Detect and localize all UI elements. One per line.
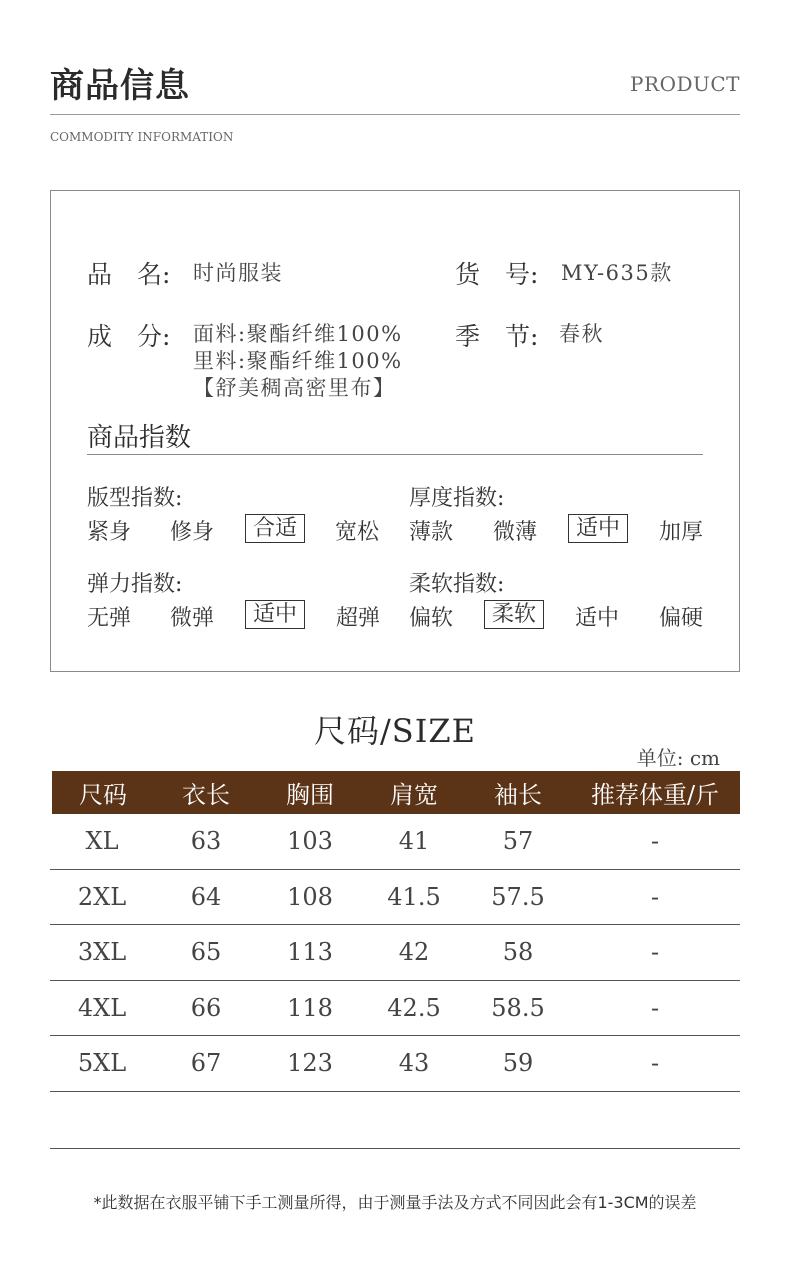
- table-header-cell: 袖长: [494, 781, 542, 809]
- elasticity-index-label: 弹力指数:: [87, 572, 183, 597]
- table-header-cell: 衣长: [182, 781, 230, 809]
- table-cell: 59: [502, 1049, 534, 1078]
- footer-divider: [50, 1148, 740, 1149]
- table-cell: -: [650, 938, 660, 967]
- table-cell: 43: [398, 1049, 430, 1078]
- thickness-option: 加厚: [659, 520, 704, 545]
- name-label: 品 名:: [87, 260, 171, 289]
- softness-option: 偏硬: [659, 606, 704, 631]
- table-cell: 2XL: [77, 882, 127, 911]
- composition-line-3: 【舒美稠高密里布】: [193, 376, 396, 400]
- table-cell: 65: [190, 938, 222, 967]
- table-cell: 57: [502, 827, 534, 856]
- size-title: 尺码/SIZE: [314, 712, 476, 750]
- product-info-box: [50, 190, 740, 672]
- elasticity-option: 无弹: [87, 606, 132, 631]
- thickness-option: 微薄: [493, 520, 538, 545]
- table-header-cell: 胸围: [286, 781, 334, 809]
- product-label: PRODUCT: [630, 72, 740, 96]
- thickness-index-label: 厚度指数:: [409, 486, 505, 511]
- size-table: [50, 771, 740, 1092]
- table-cell: 58: [502, 938, 534, 967]
- softness-option: 偏软: [409, 606, 454, 631]
- table-cell: 42: [398, 938, 430, 967]
- table-cell: XL: [85, 827, 119, 856]
- thickness-option: 薄款: [409, 520, 454, 545]
- table-cell: -: [650, 827, 660, 856]
- table-cell: 108: [287, 882, 333, 911]
- composition-line-1: 面料:聚酯纤维100%: [193, 322, 403, 346]
- table-cell: -: [650, 1049, 660, 1078]
- header-divider: [50, 114, 740, 115]
- fit-option: 紧身: [87, 520, 132, 545]
- table-row: [50, 981, 740, 1037]
- softness-option-selected: 柔软: [484, 600, 544, 629]
- elasticity-option-selected: 适中: [245, 600, 305, 629]
- page-title: 商品信息: [50, 66, 190, 106]
- table-header-cell: 尺码: [79, 781, 127, 809]
- table-cell: 113: [287, 938, 333, 967]
- table-cell: 63: [190, 827, 222, 856]
- elasticity-option: 微弹: [170, 606, 215, 631]
- table-header-row: [52, 771, 740, 814]
- table-cell: -: [650, 993, 660, 1022]
- table-cell: 64: [190, 882, 222, 911]
- table-row: [50, 814, 740, 870]
- softness-option: 适中: [575, 606, 620, 631]
- table-cell: 118: [287, 993, 333, 1022]
- season-value: 春秋: [559, 322, 604, 346]
- table-cell: 41: [398, 827, 430, 856]
- table-header-cell: 肩宽: [390, 781, 438, 809]
- table-cell: 58.5: [491, 993, 545, 1022]
- table-cell: 103: [287, 827, 333, 856]
- season-label: 季 节:: [455, 322, 539, 351]
- softness-index-label: 柔软指数:: [409, 572, 505, 597]
- table-cell: 123: [287, 1049, 333, 1078]
- sku-label: 货 号:: [455, 260, 539, 289]
- sku-value: MY-635款: [561, 261, 673, 285]
- name-value: 时尚服装: [193, 261, 283, 285]
- table-cell: 42.5: [387, 993, 441, 1022]
- composition-label: 成 分:: [87, 322, 171, 351]
- table-cell: 5XL: [77, 1049, 127, 1078]
- table-header-cell: 推荐体重/斤: [590, 781, 720, 809]
- table-cell: 41.5: [387, 882, 441, 911]
- table-row: [50, 870, 740, 926]
- indices-heading: 商品指数: [87, 423, 192, 453]
- table-row: [50, 925, 740, 981]
- unit-label: 单位: cm: [636, 746, 720, 770]
- table-cell: 67: [190, 1049, 222, 1078]
- table-cell: 3XL: [77, 938, 127, 967]
- composition-line-2: 里料:聚酯纤维100%: [193, 349, 403, 373]
- indices-divider: [87, 454, 703, 455]
- page-subtitle: COMMODITY INFORMATION: [50, 130, 234, 144]
- elasticity-option: 超弹: [336, 606, 381, 631]
- table-cell: 4XL: [77, 993, 127, 1022]
- thickness-option-selected: 适中: [568, 514, 628, 543]
- fit-option: 宽松: [335, 520, 380, 545]
- table-cell: 66: [190, 993, 222, 1022]
- fit-option-selected: 合适: [245, 514, 305, 543]
- table-cell: 57.5: [491, 882, 545, 911]
- table-cell: -: [650, 882, 660, 911]
- table-row: [50, 1036, 740, 1092]
- fit-index-label: 版型指数:: [87, 486, 183, 511]
- measurement-footnote: *此数据在衣服平铺下手工测量所得，由于测量手法及方式不同因此会有1-3CM的误差: [93, 1193, 697, 1212]
- fit-option: 修身: [170, 520, 215, 545]
